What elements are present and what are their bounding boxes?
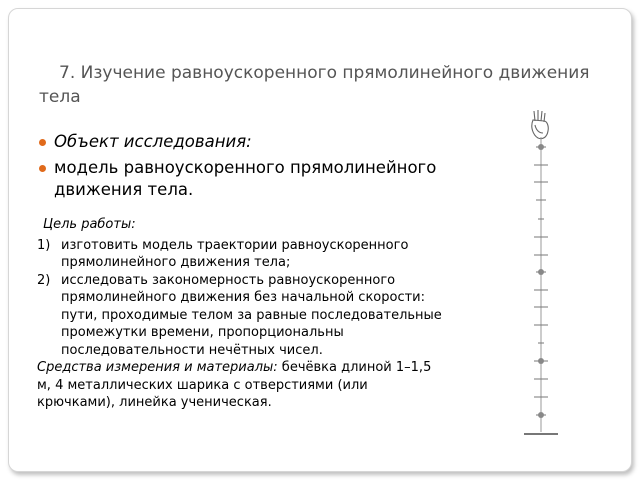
- goal-text: изготовить модель траектории равноускоренного прямолинейного движения тела;: [61, 237, 409, 270]
- goal-text: исследовать закономерность равноускоренного прямолинейного движения без начальной скорости: пути, проходимые телом за равные последовательные промежутки времени, пропорциональны последовательности нечётных чисел.: [61, 272, 442, 358]
- goal-item: [37, 237, 447, 272]
- main-bullet-list: [37, 131, 437, 205]
- tools-paragraph: [37, 359, 447, 412]
- bullet-icon: [39, 165, 46, 172]
- object-label: Объект исследования:: [54, 132, 252, 151]
- goal-item: [37, 272, 447, 360]
- goal-number: 2): [37, 272, 51, 288]
- slide: [8, 8, 632, 472]
- slide-title: 7. Изучение равноускоренного прямолинейного движения тела: [39, 63, 590, 107]
- list-item: [37, 131, 437, 153]
- goal-number: 1): [37, 237, 51, 253]
- bullet-icon: [39, 139, 46, 146]
- hand-icon: [532, 110, 548, 139]
- body-text: [37, 216, 447, 412]
- tools-label: Средства измерения и материалы:: [37, 360, 278, 375]
- goal-list: [37, 237, 447, 360]
- tools-text: бечёвка длиной 1–1,5 м, 4 металлических шарика с отверстиями (или крючками), линейка ученическая.: [37, 360, 432, 410]
- goal-label: Цель работы:: [43, 217, 136, 232]
- string-with-balls-icon: [514, 107, 574, 447]
- object-text: модель равноускоренного прямолинейного движения тела.: [54, 158, 437, 199]
- list-item: [37, 157, 437, 201]
